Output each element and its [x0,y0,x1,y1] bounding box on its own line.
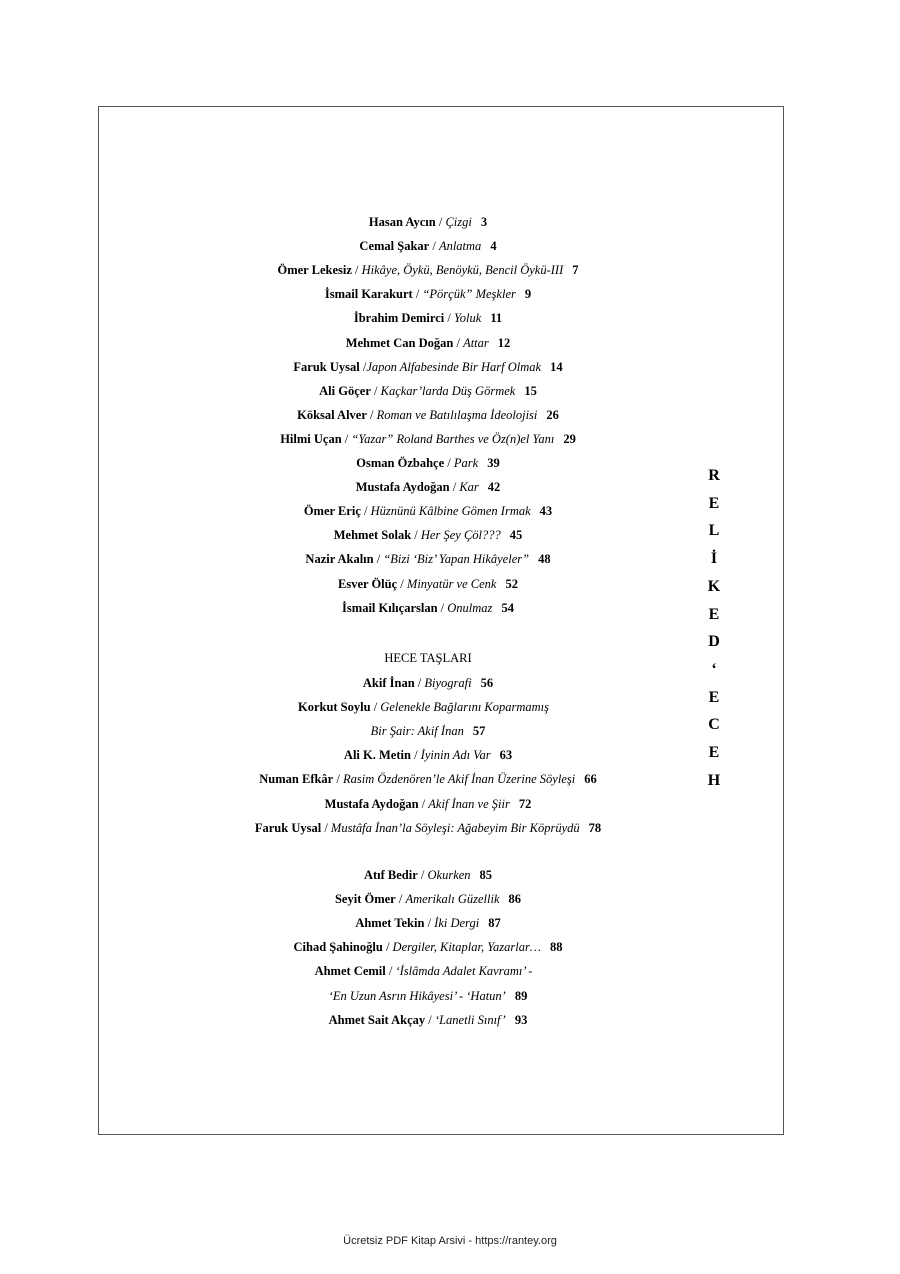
toc-author: Faruk Uysal [254,820,322,835]
toc-page-number: 42 [487,480,501,495]
toc-page-number: 86 [508,892,522,907]
toc-title: Japon Alfabesinde Bir Harf Olmak [366,359,542,374]
toc-author: Cemal Şakar [359,239,430,254]
toc-page-number: 52 [505,576,518,591]
toc-author: İsmail Kılıçarslan [342,600,438,615]
toc-title: Mustâfa İnan’la Söyleşi: Ağabeyim Bir Köprüydü [330,820,580,835]
vertical-heading-letter: E [708,744,720,762]
toc-entry [98,1012,758,1028]
toc-separator: / [417,868,428,882]
toc-page-number: 66 [584,772,597,787]
toc-author: İbrahim Demirci [353,311,445,326]
toc-page-number: 7 [572,263,579,278]
toc-entry [98,214,758,230]
toc-author: Osman Özbahçe [356,456,445,470]
toc-title: ‘Lanetli Sınıf’ [434,1012,506,1027]
toc-page-number: 57 [472,724,486,739]
toc-page-number: 63 [499,748,513,763]
toc-title: Dergiler, Kitaplar, Yazarlar… [392,940,541,955]
toc-author: Ahmet Cemil [314,964,386,979]
toc-page-number: 29 [563,431,576,446]
toc-separator: / [341,431,352,446]
toc-title: “Yazar” Roland Barthes ve Öz(n)el Yanı [351,431,555,446]
toc-entry [98,771,758,787]
toc-entry [98,915,758,931]
toc-entry [98,527,758,543]
toc-author: Cihad Şahinoğlu [293,940,383,955]
toc-author: Mehmet Solak [333,528,412,543]
toc-separator: / [370,700,381,715]
toc-title: Rasim Özdenören’le Akif İnan Üzerine Söyleşi [342,772,576,787]
toc-author: Hasan Aycın [368,215,436,229]
toc-entry [98,988,758,1004]
toc-title: Her Şey Çöl??? [420,528,501,543]
toc-separator: / [435,215,446,229]
toc-title: Hüznünü Kâlbine Gömen Irmak [370,504,531,519]
toc-page-number: 45 [509,528,523,543]
toc-entry [98,383,758,399]
toc-title: Yoluk [453,311,482,326]
toc-page-number: 48 [538,552,551,567]
toc-page-number: 87 [488,916,501,931]
toc-title: Onulmaz [447,600,493,615]
toc-entry [98,407,758,423]
toc-entry [98,867,758,883]
toc-author: Ahmet Sait Akçay [328,1012,426,1027]
toc-separator: / [395,892,406,907]
toc-entry [98,939,758,955]
toc-author: Seyit Ömer [334,892,396,907]
toc-separator: / [321,820,331,835]
toc-entry [98,820,758,836]
toc-title: Gelenekle Bağlarını Koparmamış [380,700,550,715]
toc-separator: / [366,407,377,422]
toc-entry [98,335,758,351]
toc-title: Biyografi [424,676,472,690]
toc-entry [98,455,758,471]
toc-author: Köksal Alver [297,407,367,422]
vertical-heading-letter: K [707,577,721,595]
toc-page-number: 43 [539,504,553,519]
toc-title: Minyatür ve Cenk [406,576,497,591]
toc-page-number: 26 [546,407,559,422]
toc-separator: / [411,528,421,543]
toc-author: Akif İnan [362,676,415,690]
toc-separator: / [414,676,425,690]
table-of-contents [98,0,758,1274]
toc-entry [98,796,758,812]
toc-separator: / [397,576,407,591]
toc-separator: / [449,480,460,495]
toc-separator: / [370,383,381,398]
toc-page-number: 4 [490,239,497,254]
toc-title: Attar [463,335,489,350]
toc-page-number: 3 [480,215,488,229]
toc-page-number: 78 [588,820,602,835]
toc-title: İyinin Adı Var [420,748,491,763]
toc-title: Amerikalı Güzellik [405,892,500,907]
toc-entry [98,576,758,592]
toc-author: Ahmet Tekin [355,916,425,931]
toc-separator: / [333,772,343,787]
vertical-heading-letter: E [708,605,720,623]
toc-page-number: 12 [497,335,511,350]
toc-author: Esver Ölüç [338,576,398,591]
section-title: HECE TAŞLARI [384,651,472,665]
toc-page-number: 39 [487,456,500,470]
toc-page-number: 93 [514,1012,528,1027]
toc-title: “Bizi ‘Biz’ Yapan Hikâyeler” [383,552,530,567]
toc-separator: / [360,504,371,519]
toc-entry [98,479,758,495]
toc-title: Anlatma [438,239,482,254]
toc-separator: / [425,1012,435,1027]
toc-author: Mehmet Can Doğan [345,335,454,350]
toc-author: Korkut Soylu [297,700,371,715]
toc-page-number: 14 [550,359,563,374]
toc-title: Akif İnan ve Şiir [428,796,510,811]
toc-author: Nazir Akalın [305,552,374,567]
toc-entry [98,675,758,691]
toc-title: Kaçkar’larda Düş Görmek [380,383,516,398]
vertical-heading-letter: C [708,716,720,734]
toc-page-number: 72 [518,796,532,811]
toc-title: “Pörçük” Meşkler [422,287,516,302]
toc-title: Roman ve Batılılaşma İdeolojisi [376,407,538,422]
toc-page-number: 85 [479,868,493,882]
toc-title: İki Dergi [434,916,480,931]
toc-entry [98,431,758,447]
toc-entry [98,310,758,326]
toc-page-number: 56 [480,676,494,690]
toc-page-number: 88 [549,940,563,955]
toc-separator: / [437,600,448,615]
toc-author: Hilmi Uçan [280,431,342,446]
toc-separator: / [444,311,454,326]
toc-separator: / [382,940,393,955]
toc-entry [98,503,758,519]
toc-separator: / [410,748,421,763]
toc-page-number: 54 [501,600,514,615]
toc-author: Ali Göçer [319,383,371,398]
toc-separator: / [412,287,423,302]
vertical-heading-letter: L [708,522,720,540]
toc-title: ‘İslâmda Adalet Kavramı’ - [395,964,533,979]
toc-entry [98,286,758,302]
toc-entry [98,963,758,979]
toc-entry [98,262,758,278]
toc-entry [98,551,758,567]
toc-author: Ali K. Metin [343,748,411,763]
vertical-heading-letter: E [708,494,720,512]
toc-title: ‘En Uzun Asrın Hikâyesi’ - ‘Hatun’ [328,988,506,1003]
toc-page-number: 9 [524,287,532,302]
toc-entry [98,891,758,907]
toc-separator: / [385,964,396,979]
vertical-heading-letter: E [708,688,720,706]
vertical-heading-letter: ‘ [711,660,717,678]
vertical-heading-letter: İ [710,550,718,568]
toc-author: Ömer Eriç [303,504,361,519]
toc-author: Mustafa Aydoğan [324,796,419,811]
toc-author: Atıf Bedir [363,868,418,882]
toc-title: Park [453,456,479,470]
toc-separator: / [453,335,464,350]
toc-entry [98,238,758,254]
toc-entry [98,600,758,616]
toc-title: Kar [459,480,479,495]
toc-author: Faruk Uysal [293,359,360,374]
toc-page-number: 89 [514,988,528,1003]
toc-entry [98,723,758,739]
toc-entry [98,699,758,715]
toc-separator: / [429,239,439,254]
toc-title: Okurken [427,868,471,882]
toc-author: İsmail Karakurt [324,287,413,302]
toc-author: Mustafa Aydoğan [355,480,450,495]
toc-author: Ömer Lekesiz [277,263,352,278]
toc-entry [98,359,758,375]
toc-author: Numan Efkâr [259,772,334,787]
toc-title: Çizgi [445,215,472,229]
vertical-heading [702,462,726,794]
toc-separator: / [359,359,367,374]
footer-text: Ücretsiz PDF Kitap Arsivi - https://rantey.org [343,1235,557,1247]
toc-title: Bir Şair: Akif İnan [370,724,464,739]
toc-entry [98,747,758,763]
toc-page-number: 15 [524,383,537,398]
vertical-heading-letter: D [708,633,720,651]
toc-page-number: 11 [490,311,503,326]
vertical-heading-letter: H [707,771,721,789]
toc-separator: / [351,263,362,278]
vertical-heading-letter: R [708,467,720,484]
toc-separator: / [424,916,435,931]
toc-separator: / [418,796,429,811]
toc-separator: / [444,456,454,470]
toc-separator: / [373,552,384,567]
toc-title: Hikâye, Öykü, Benöykü, Bencil Öykü-III [361,263,564,278]
